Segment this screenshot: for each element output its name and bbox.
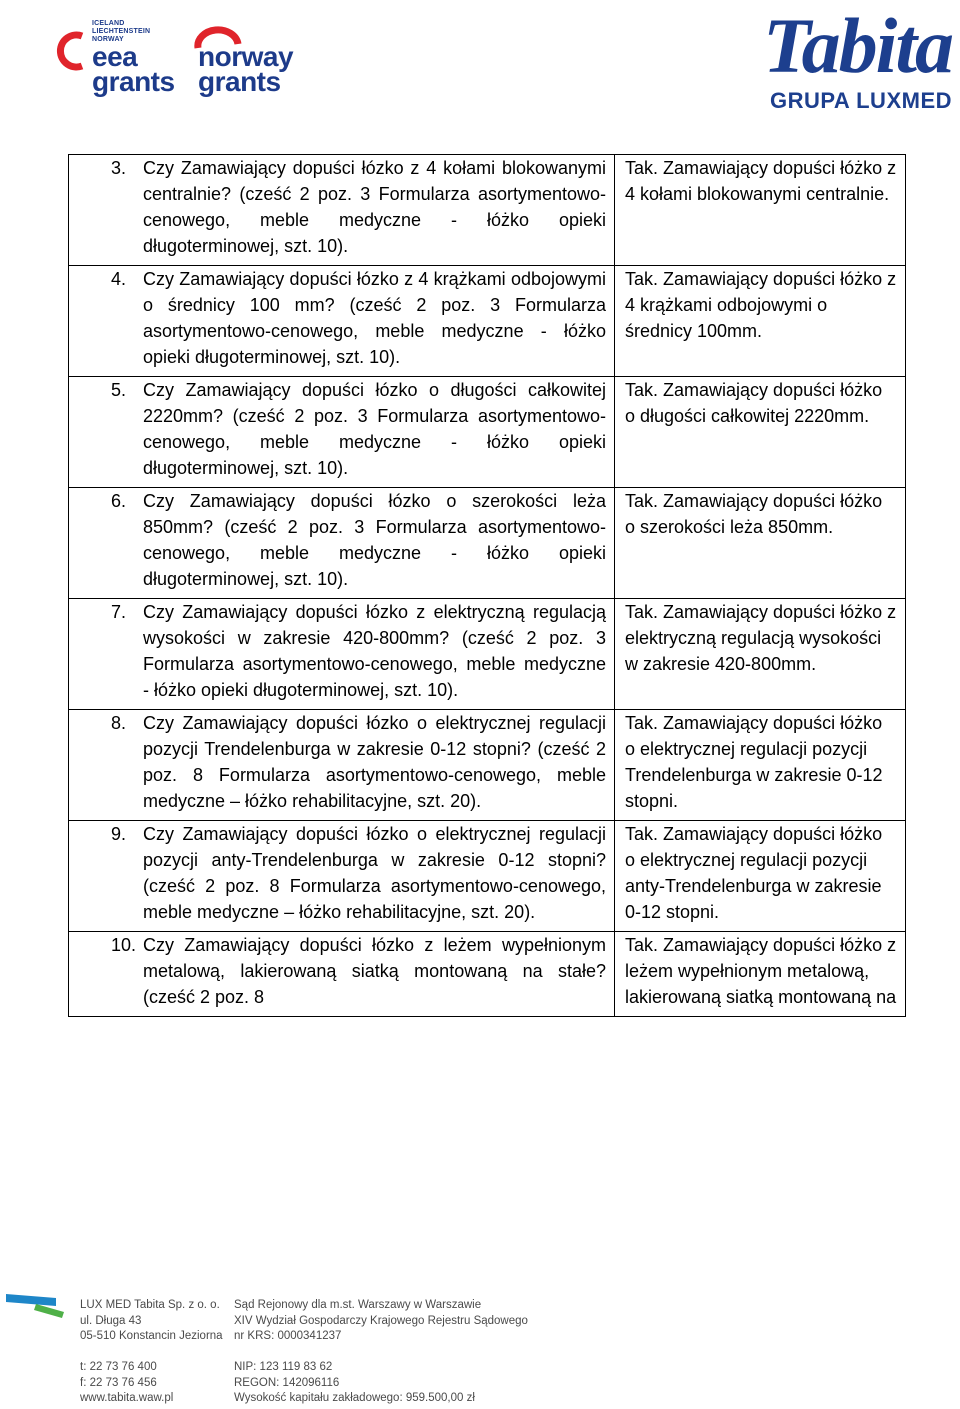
footer-line: nr KRS: 0000341237 — [234, 1330, 342, 1342]
tabita-group-label: GRUPA LUXMED — [770, 88, 952, 113]
qa-row — [69, 488, 906, 599]
qa-row — [69, 821, 906, 932]
question-number: 7. — [111, 602, 127, 622]
eea-logo-line-1: eea — [92, 41, 138, 72]
eea-logo-mark-icon — [52, 28, 86, 74]
question-text: Czy Zamawiający dopuści łózko z elektryczną regulacją wysokości w zakresie 420-800mm? (cześć 2 poz. 3 Formularza asortymentowo-cenowego, meble medyczne - łóżko opieki długoterminowej, szt. 10). — [143, 602, 606, 700]
qa-table-body — [69, 155, 906, 1017]
qa-row — [69, 932, 906, 1017]
answer-text: Tak. Zamawiający dopuści łóżko z leżem wypełnionym metalową, lakierowaną siatką montowaną na — [625, 935, 897, 1007]
footer-company-address — [80, 1298, 223, 1345]
tabita-wordmark: Tabita — [763, 2, 952, 89]
footer-line: Sąd Rejonowy dla m.st. Warszawy w Warszawie — [234, 1299, 482, 1311]
answer-text: Tak. Zamawiający dopuści łóżko o długości całkowitej 2220mm. — [625, 380, 883, 426]
question-cell — [69, 710, 615, 821]
qa-table — [68, 154, 906, 1017]
eea-small-line-3: NORWAY — [92, 36, 124, 43]
footer-website-link[interactable]: www.tabita.waw.pl — [80, 1392, 174, 1404]
answer-cell — [615, 266, 906, 377]
question-number: 4. — [111, 269, 127, 289]
footer-contact — [80, 1360, 173, 1407]
question-text: Czy Zamawiający dopuści łózko z 4 kołami blokowanymi centralnie? (cześć 2 poz. 3 Formularza asortymentowo-cenowego, meble medyczne - łóżko opieki długoterminowej, szt. 10). — [143, 158, 606, 256]
answer-cell — [615, 488, 906, 599]
answer-text: Tak. Zamawiający dopuści łóżko o elektrycznej regulacji pozycji anty-Trendelenburga w zakresie 0-12 stopni. — [625, 824, 883, 922]
eea-small-line-1: ICELAND — [92, 20, 125, 27]
answer-cell — [615, 710, 906, 821]
question-cell — [69, 488, 615, 599]
footer-tax-info — [234, 1360, 475, 1407]
qa-row — [69, 599, 906, 710]
question-cell — [69, 266, 615, 377]
norway-logo-line-1: norway — [198, 41, 294, 72]
footer-line: f: 22 73 76 456 — [80, 1376, 157, 1389]
answer-cell — [615, 155, 906, 266]
tabita-logo — [763, 2, 952, 114]
eea-small-line-2: LIECHTENSTEIN — [92, 28, 151, 35]
answer-text: Tak. Zamawiający dopuści łóżko o elektrycznej regulacji pozycji Trendelenburga w zakresie 0-12 stopni. — [625, 713, 883, 811]
question-text: Czy Zamawiający dopuści łózko z 4 krążkami odbojowymi o średnicy 100 mm? (cześć 2 poz. 3 Formularza asortymentowo-cenowego, meble medyczne - łóżko opieki długoterminowej, szt. 10). — [143, 269, 606, 367]
answer-cell — [615, 821, 906, 932]
footer-court-registry — [234, 1298, 528, 1345]
question-text: Czy Zamawiający dopuści łózko o elektrycznej regulacji pozycji anty-Trendelenburga w zakresie 0-12 stopni? (cześć 2 poz. 8 Formularza asortymentowo-cenowego, meble medyczne – łóżko rehabilitacyjne, szt. 20). — [143, 824, 606, 922]
question-cell — [69, 932, 615, 1017]
answer-text: Tak. Zamawiający dopuści łóżko z elektryczną regulacją wysokości w zakresie 420-800mm. — [625, 602, 897, 674]
footer-line: XIV Wydział Gospodarczy Krajowego Rejestru Sądowego — [234, 1314, 528, 1327]
answer-text: Tak. Zamawiający dopuści łóżko o szerokości leża 850mm. — [625, 491, 883, 537]
question-cell — [69, 377, 615, 488]
question-cell — [69, 599, 615, 710]
footer-line: LUX MED Tabita Sp. z o. o. — [80, 1299, 220, 1311]
question-cell — [69, 821, 615, 932]
footer-line: NIP: 123 119 83 62 — [234, 1361, 333, 1373]
question-text: Czy Zamawiający dopuści łózko o elektrycznej regulacji pozycji Trendelenburga w zakresie 0-12 stopni? (cześć 2 poz. 8 Formularza asortymentowo-cenowego, meble medyczne – łóżko rehabilitacyjne, szt. 20). — [143, 713, 606, 811]
eea-logo-line-2: grants — [92, 66, 175, 97]
question-number: 5. — [111, 380, 127, 400]
qa-row — [69, 155, 906, 266]
answer-cell — [615, 932, 906, 1017]
question-number: 9. — [111, 824, 127, 844]
footer-line: 05-510 Konstancin Jeziorna — [80, 1330, 223, 1342]
qa-row — [69, 266, 906, 377]
question-number: 8. — [111, 713, 127, 733]
question-text: Czy Zamawiający dopuści łózko o długości całkowitej 2220mm? (cześć 2 poz. 3 Formularza asortymentowo-cenowego, meble medyczne - łóżko opieki długoterminowej, szt. 10). — [143, 380, 606, 478]
footer-line: t: 22 73 76 400 — [80, 1361, 157, 1373]
footer-line: Wysokość kapitału zakładowego: 959.500,00 zł — [234, 1392, 475, 1404]
norway-logo-line-2: grants — [198, 66, 281, 97]
qa-row — [69, 710, 906, 821]
answer-cell — [615, 599, 906, 710]
footer-line: REGON: 142096116 — [234, 1376, 340, 1389]
qa-row — [69, 377, 906, 488]
answer-cell — [615, 377, 906, 488]
question-number: 6. — [111, 491, 127, 511]
question-cell — [69, 155, 615, 266]
question-number: 3. — [111, 158, 127, 178]
question-number: 10. — [111, 935, 137, 955]
eea-norway-grants-logo — [52, 18, 302, 97]
luxmed-footer-mark-icon — [6, 1290, 66, 1330]
answer-text: Tak. Zamawiający dopuści łóżko z 4 kołami blokowanymi centralnie. — [625, 158, 897, 204]
answer-text: Tak. Zamawiający dopuści łóżko z 4 krążkami odbojowymi o średnicy 100mm. — [625, 269, 897, 341]
question-text: Czy Zamawiający dopuści łózko z leżem wypełnionym metalową, lakierowaną siatką montowaną na stałe? (cześć 2 poz. 8 — [143, 935, 606, 1007]
question-text: Czy Zamawiający dopuści łózko o szerokości leża 850mm? (cześć 2 poz. 3 Formularza asortymentowo-cenowego, meble medyczne - łóżko opieki długoterminowej, szt. 10). — [143, 491, 606, 589]
footer-line: ul. Długa 43 — [80, 1314, 142, 1327]
